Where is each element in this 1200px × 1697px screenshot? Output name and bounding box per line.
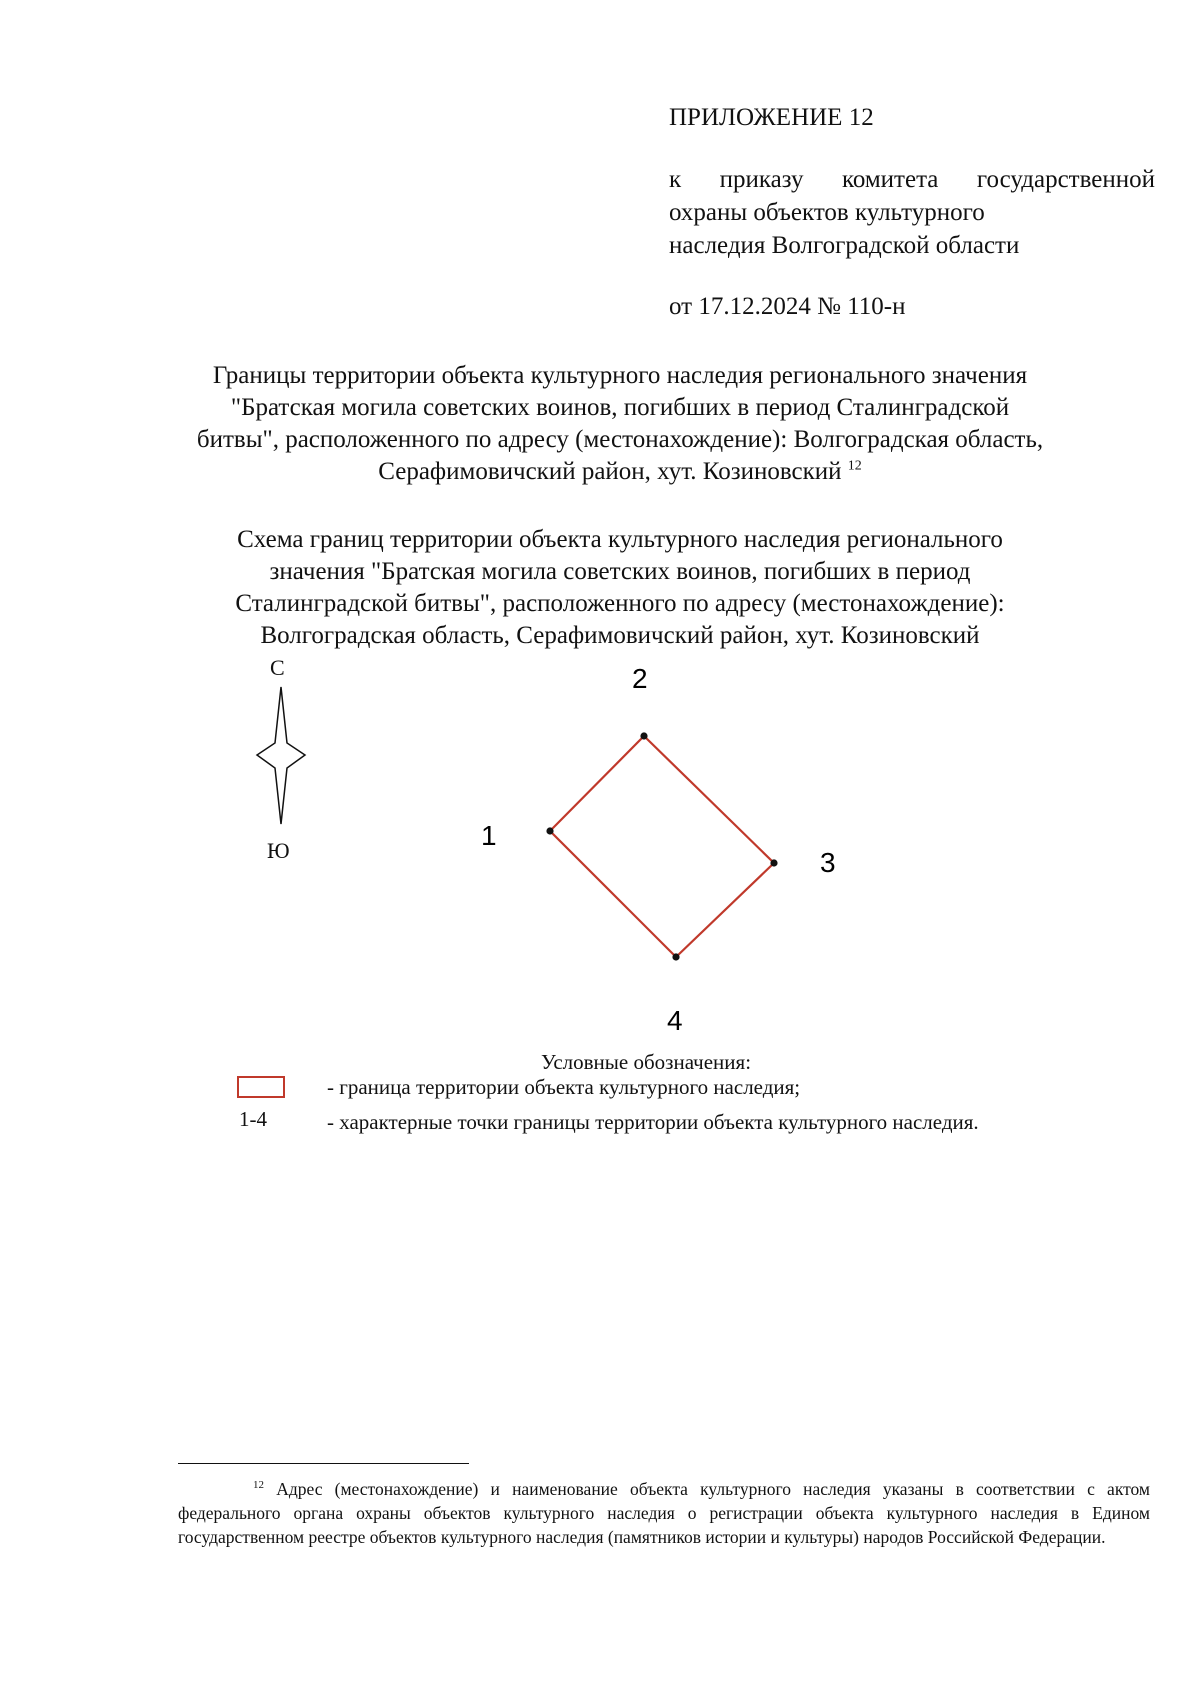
order-ref-line: наследия Волгоградской области [669,232,1020,259]
footnote-number: 12 [253,1479,264,1492]
order-date: от 17.12.2024 № 110-н [669,293,906,320]
order-ref-line: к приказу комитета государственной [669,166,1155,193]
heading-line: "Братская могила советских воинов, погибших в период Сталинградской [230,394,1010,421]
legend-title: Условные обозначения: [541,1050,752,1074]
footnote-divider [178,1463,469,1464]
scheme-title-line: значения "Братская могила советских воинов, погибших в период [269,558,971,585]
legend-boundary-desc: - граница территории объекта культурного наследия; [327,1075,801,1099]
footnote-ref: 12 [847,458,862,474]
boundary-vertex [770,859,777,866]
appendix-title: ПРИЛОЖЕНИЕ 12 [669,104,874,131]
point-label: 1 [481,820,497,851]
scheme-title-line: Волгоградская область, Серафимовичский район, хут. Козиновский [260,622,980,649]
heading-line: Границы территории объекта культурного наследия регионального значения [212,362,1028,389]
footnote [178,1477,1150,1549]
order-ref-line: охраны объектов культурного [669,199,985,226]
boundary-vertex [546,827,553,834]
compass-north-label: С [270,655,285,680]
boundary-vertex [640,732,647,739]
footnote-text: Адрес (местонахождение) и наименование объекта культурного наследия указаны в соответствии с актом федерального органа охраны объектов культурного наследия о регистрации объекта культурного наследия в Едином государственном реестре объектов культурного наследия (памятников истории и культуры) народов Российской Федерации. [178,1479,1151,1547]
legend-points-desc: - характерные точки границы территории объекта культурного наследия. [327,1110,979,1134]
scheme-title-line: Сталинградской битвы", расположенного по адресу (местонахождение): [235,590,1005,617]
boundary-vertex [672,953,679,960]
point-label: 4 [667,1005,683,1036]
compass-rose-icon [257,687,305,824]
heading-line: битвы", расположенного по адресу (местонахождение): Волгоградская область, [196,426,1044,453]
point-label: 2 [632,663,648,694]
legend-points-range: 1-4 [239,1107,267,1131]
legend-boundary-swatch [237,1076,285,1098]
boundary-polygon [550,736,774,957]
compass-south-label: Ю [267,838,290,863]
point-label: 3 [820,847,836,878]
heading-line-text: Серафимовичский район, хут. Козиновский [378,458,842,485]
scheme-title-line: Схема границ территории объекта культурного наследия регионального [237,526,1003,553]
